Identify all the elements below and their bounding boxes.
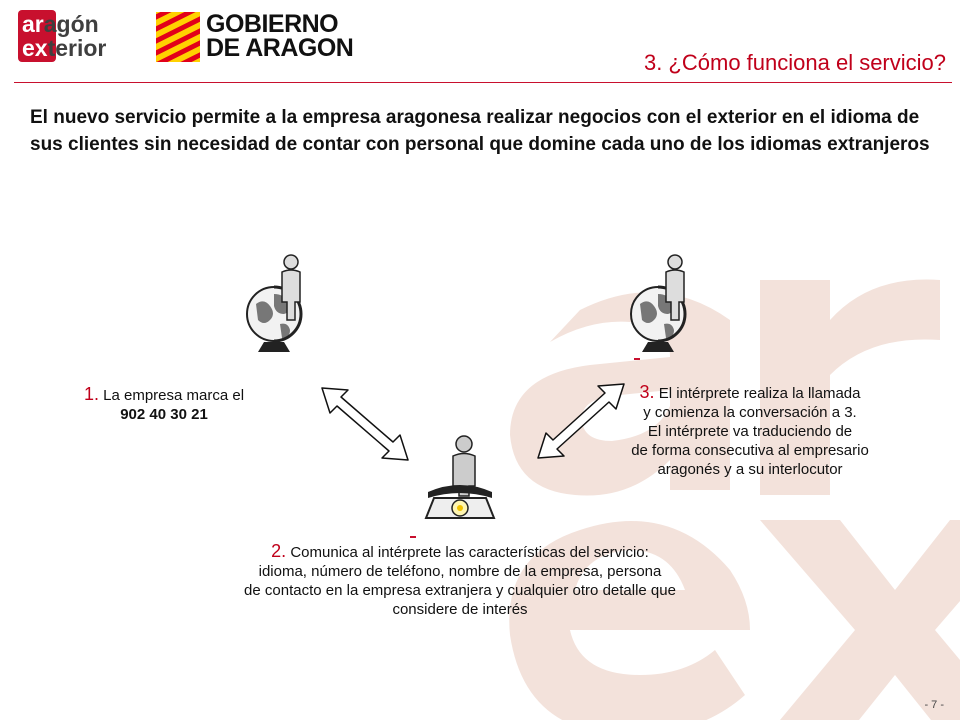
logo-line-1-b: agón: [43, 11, 99, 37]
step-3: [590, 383, 910, 479]
logo-line-2-b: terior: [47, 35, 107, 61]
step-1-text: La empresa marca el: [103, 387, 245, 404]
globe-person-icon: [244, 252, 318, 356]
title-divider: [14, 82, 952, 83]
logo-line-1: [22, 12, 99, 36]
red-marker-2: [410, 536, 416, 538]
intro-paragraph: El nuevo servicio permite a la empresa aragonesa realizar negocios con el exterior en el idioma de sus clientes sin necesidad de contar con personal que domine cada uno de los idiomas extranjeros: [30, 107, 930, 155]
step-1-number: 1.: [83, 384, 99, 404]
telephone-person-icon: [420, 432, 500, 524]
step-2-text-3: de contacto en la empresa extranjera y cualquier otro detalle que: [244, 582, 676, 599]
gobierno-text-line1: GOBIERNO: [206, 10, 339, 38]
gobierno-aragon-text: [206, 12, 353, 60]
double-arrow-left: [318, 384, 414, 464]
step-3-number: 3.: [639, 382, 655, 402]
step-3-text-4: de forma consecutiva al empresario: [631, 442, 869, 459]
step-3-line-1: [590, 383, 910, 403]
step-3-text-2: y comienza la conversación a 3.: [643, 404, 857, 421]
logo-line-2: [22, 36, 106, 60]
slide-title: 3. ¿Cómo funciona el servicio?: [643, 50, 946, 75]
step-2-text-4: considere de interés: [392, 601, 528, 618]
step-3-text-1: El intérprete realiza la llamada: [658, 385, 861, 402]
gobierno-text-line2: DE ARAGON: [206, 34, 354, 62]
page-number: - 7 -: [924, 699, 944, 711]
step-2-line-1: [160, 542, 760, 562]
step-2-text-2: idioma, número de teléfono, nombre de la empresa, persona: [258, 563, 662, 580]
aragon-exterior-watermark: [460, 270, 960, 720]
red-marker: [634, 358, 640, 360]
aragon-flag-icon: [156, 12, 200, 62]
step-3-text-3: El intérprete va traduciendo de: [647, 423, 853, 440]
step-3-text-5: aragonés y a su interlocutor: [657, 461, 843, 478]
logo-line-1-a: ar: [22, 11, 44, 37]
globe-person-icon-right: [628, 252, 702, 356]
step-2-text-1: Comunica al intérprete las características del servicio:: [290, 544, 649, 561]
step-2: [160, 542, 760, 619]
logo-line-2-a: ex: [22, 35, 48, 61]
gobierno-aragon-logo: [156, 10, 356, 66]
step-1-line: [52, 385, 276, 405]
aragon-exterior-logo: [18, 10, 143, 66]
step-1: [52, 385, 276, 424]
step-2-number: 2.: [271, 541, 287, 561]
phone-number: 902 40 30 21: [120, 406, 208, 423]
